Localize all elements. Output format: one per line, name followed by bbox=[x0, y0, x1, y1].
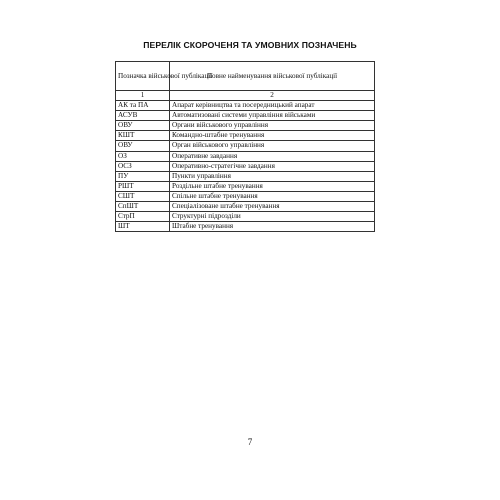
full-name-cell: Орган військового управління bbox=[170, 141, 375, 151]
full-name-cell: Апарат керівництва та посередницький апарат bbox=[170, 101, 375, 111]
abbreviation-cell: ОЗ bbox=[116, 151, 170, 161]
page-title: ПЕРЕЛІК СКОРОЧЕНЯ ТА УМОВНИХ ПОЗНАЧЕНЬ bbox=[143, 40, 357, 50]
table-row bbox=[116, 111, 375, 121]
table-row bbox=[116, 121, 375, 131]
abbreviation-cell: ШТ bbox=[116, 222, 170, 232]
table-header-row bbox=[116, 62, 375, 91]
full-name-cell: Структурні підрозділи bbox=[170, 212, 375, 222]
full-name-cell: Спільне штабне тренування bbox=[170, 191, 375, 201]
table-row bbox=[116, 212, 375, 222]
full-name-cell: Штабне тренування bbox=[170, 222, 375, 232]
full-name-cell: Пункти управління bbox=[170, 171, 375, 181]
abbreviation-cell: АСУВ bbox=[116, 111, 170, 121]
table-row bbox=[116, 101, 375, 111]
table-row bbox=[116, 131, 375, 141]
table-row bbox=[116, 171, 375, 181]
abbreviation-cell: СтрП bbox=[116, 212, 170, 222]
abbreviation-cell: СШТ bbox=[116, 191, 170, 201]
column-number-row bbox=[116, 91, 375, 101]
abbreviation-cell: КШТ bbox=[116, 131, 170, 141]
full-name-cell: Оперативне завдання bbox=[170, 151, 375, 161]
table-row bbox=[116, 202, 375, 212]
table-row bbox=[116, 151, 375, 161]
full-name-cell: Оперативно-стратегічне завдання bbox=[170, 161, 375, 171]
header-designation: Позначка військової публікації bbox=[116, 62, 170, 91]
column-number: 2 bbox=[170, 91, 375, 101]
abbreviation-cell: АК та ПА bbox=[116, 101, 170, 111]
full-name-cell: Командно-штабне тренування bbox=[170, 131, 375, 141]
full-name-cell: Автоматизовані системи управління військами bbox=[170, 111, 375, 121]
abbreviation-cell: ПУ bbox=[116, 171, 170, 181]
table-row bbox=[116, 161, 375, 171]
abbreviation-cell: ОСЗ bbox=[116, 161, 170, 171]
abbreviation-cell: ОВУ bbox=[116, 121, 170, 131]
abbreviation-cell: ОВУ bbox=[116, 141, 170, 151]
full-name-cell: Роздільне штабне тренування bbox=[170, 181, 375, 191]
table-row bbox=[116, 181, 375, 191]
table-row bbox=[116, 191, 375, 201]
table-row bbox=[116, 222, 375, 232]
full-name-cell: Спеціалізоване штабне тренування bbox=[170, 202, 375, 212]
abbreviation-cell: СпШТ bbox=[116, 202, 170, 212]
column-number: 1 bbox=[116, 91, 170, 101]
full-name-cell: Органи військового управління bbox=[170, 121, 375, 131]
abbreviation-cell: РШТ bbox=[116, 181, 170, 191]
table-row bbox=[116, 141, 375, 151]
page-number: 7 bbox=[247, 437, 253, 447]
abbreviations-table bbox=[115, 61, 375, 232]
header-full-name: Повне найменування військової публікації bbox=[170, 62, 375, 91]
